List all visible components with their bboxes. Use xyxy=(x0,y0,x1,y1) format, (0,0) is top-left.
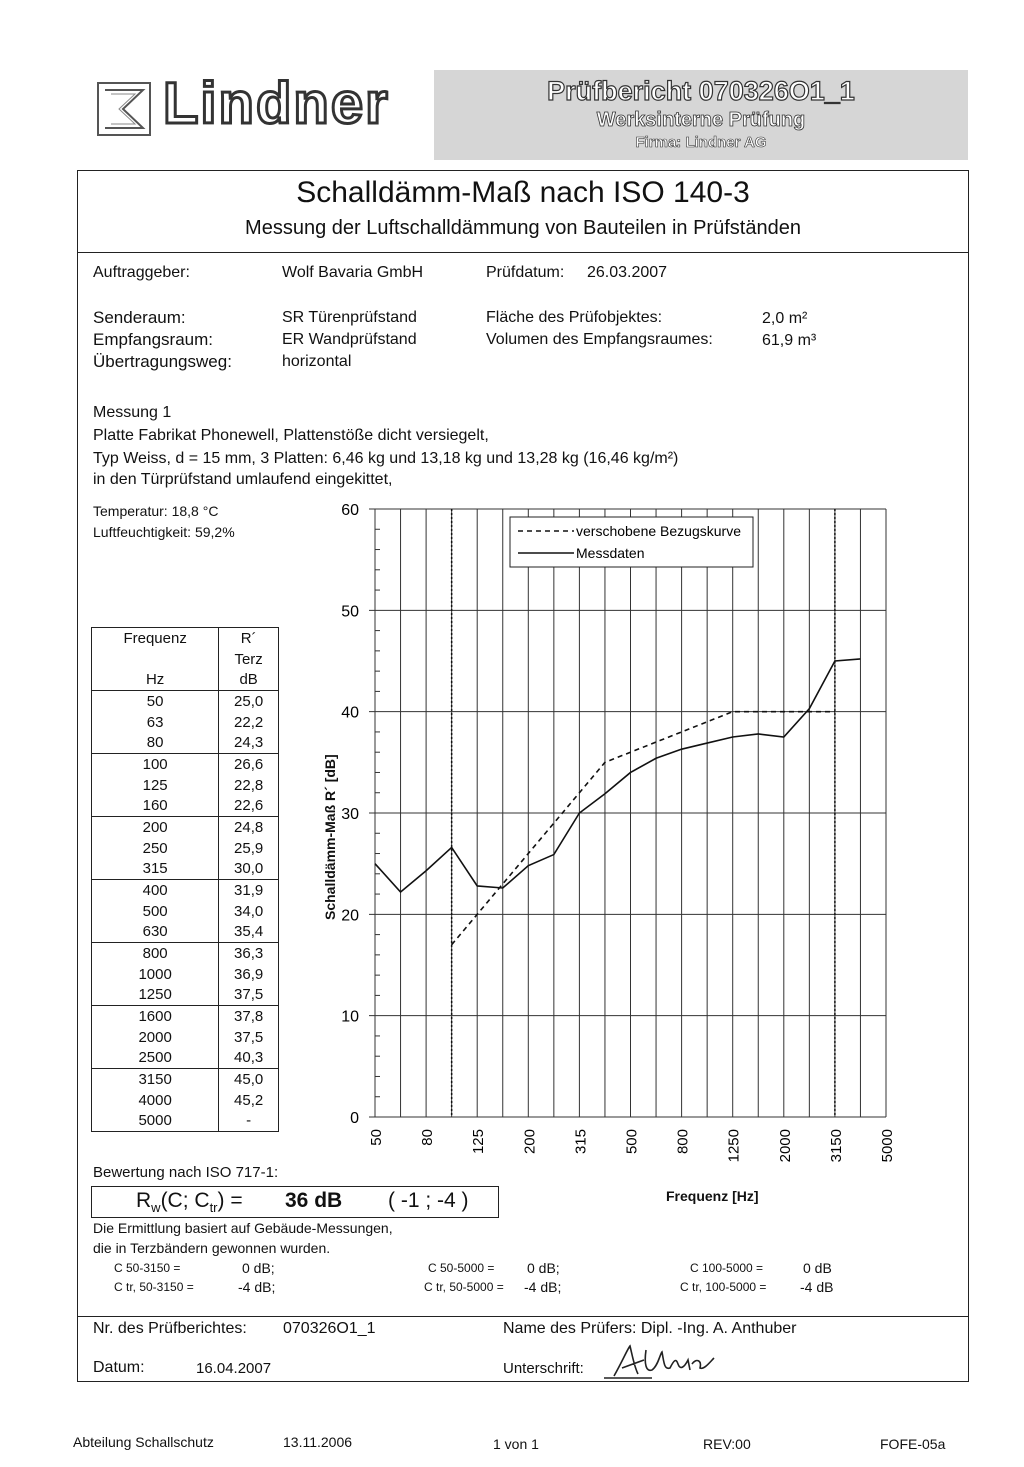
x-tick-label: 80 xyxy=(419,1129,437,1146)
ctr-50-5000-label: C tr, 50-5000 = xyxy=(424,1280,504,1294)
r-value-cell: 36,3 xyxy=(219,943,279,964)
rating-formula: $R_w(C$; $C_{tr}$) = xyxy=(136,1189,243,1216)
ctr-100-5000-label: C tr, 100-5000 = xyxy=(680,1280,767,1294)
r-value-cell: 37,5 xyxy=(219,1027,279,1048)
table-header-hz: Hz xyxy=(92,670,219,691)
auftraggeber-value: Wolf Bavaria GmbH xyxy=(282,264,424,281)
date-label: Datum: xyxy=(93,1359,145,1376)
table-header-db: dB xyxy=(219,670,279,691)
weg-label: Übertragungsweg: xyxy=(93,352,232,371)
report-number: 070326O1_1 xyxy=(283,1320,376,1337)
frequency-cell: 4000 xyxy=(92,1090,219,1111)
examiner-name: Name des Prüfers: Dipl. -Ing. A. Anthuber xyxy=(503,1320,797,1337)
y-tick-label: 30 xyxy=(341,806,359,823)
r-value-cell: 31,9 xyxy=(219,880,279,901)
empfangsraum-label: Empfangsraum: xyxy=(93,330,213,349)
c-50-3150-label: C 50-3150 = xyxy=(114,1261,181,1275)
frequency-cell: 500 xyxy=(92,901,219,922)
x-tick-label: 800 xyxy=(674,1129,692,1155)
rating-value: 36 dB xyxy=(285,1189,343,1212)
measurement-line3: Typ Weiss, d = 15 mm, 3 Platten: 6,46 kg und 13,18 kg und 13,28 kg (16,46 kg/m²) xyxy=(93,450,679,467)
doc-title: Schalldämm-Maß nach ISO 140-3 xyxy=(296,176,750,209)
r-value-cell: 25,9 xyxy=(219,838,279,859)
r-value-cell: 45,0 xyxy=(219,1069,279,1090)
ctr-50-3150-value: -4 dB; xyxy=(238,1279,276,1295)
frequency-cell: 125 xyxy=(92,775,219,796)
frequency-cell: 2000 xyxy=(92,1027,219,1048)
r-value-cell: - xyxy=(219,1111,279,1132)
y-tick-label: 60 xyxy=(341,502,359,519)
report-subtitle: Werksinterne Prüfung xyxy=(596,109,806,131)
c-50-5000-value: 0 dB; xyxy=(527,1260,560,1276)
signature xyxy=(600,1340,730,1384)
luftfeuchtigkeit: Luftfeuchtigkeit: 59,2% xyxy=(93,524,235,540)
x-axis-label: Frequenz [Hz] xyxy=(666,1188,759,1204)
senderaum-value: SR Türenprüfstand xyxy=(282,309,417,326)
r-value-cell: 45,2 xyxy=(219,1090,279,1111)
report-title: Prüfbericht 070326O1_1 xyxy=(547,76,855,106)
measurement-line xyxy=(375,659,860,892)
footer-date: 13.11.2006 xyxy=(283,1434,353,1450)
r-value-cell: 37,5 xyxy=(219,985,279,1006)
r-value-cell: 26,6 xyxy=(219,754,279,775)
temperatur: Temperatur: 18,8 °C xyxy=(93,503,219,519)
y-tick-label: 40 xyxy=(341,704,359,722)
frequency-cell: 80 xyxy=(92,733,219,754)
footer-form: FOFE-05a xyxy=(880,1436,946,1452)
c-50-5000-label: C 50-5000 = xyxy=(428,1261,495,1275)
frequency-cell: 160 xyxy=(92,796,219,817)
y-axis-label: Schalldämm-Maß R´ [dB] xyxy=(322,754,338,920)
date-value: 16.04.2007 xyxy=(196,1360,272,1377)
y-tick-label: 50 xyxy=(341,603,359,621)
frequency-cell: 400 xyxy=(92,880,219,901)
x-tick-label: 50 xyxy=(368,1129,385,1146)
measurement-line2: Platte Fabrikat Phonewell, Plattenstöße dicht versiegelt, xyxy=(93,427,489,444)
r-value-cell: 24,8 xyxy=(219,817,279,838)
x-tick-label: 125 xyxy=(470,1129,488,1155)
footer-department: Abteilung Schallschutz xyxy=(73,1434,214,1450)
c-50-3150-value: 0 dB; xyxy=(242,1260,275,1276)
r-value-cell: 40,3 xyxy=(219,1048,279,1069)
frequency-cell: 63 xyxy=(92,712,219,733)
y-tick-label: 10 xyxy=(341,1008,359,1026)
measurement-line4: in den Türprüfstand umlaufend eingekittet, xyxy=(93,471,393,488)
pruefdatum-value: 26.03.2007 xyxy=(587,264,668,281)
r-value-cell: 36,9 xyxy=(219,964,279,985)
r-value-cell: 25,0 xyxy=(219,691,279,712)
rating-box xyxy=(91,1186,499,1218)
x-tick-label: 200 xyxy=(521,1129,539,1155)
frequency-cell: 3150 xyxy=(92,1069,219,1090)
r-value-cell: 30,0 xyxy=(219,859,279,880)
volumen-value: 61,9 m³ xyxy=(762,332,817,349)
frequency-cell: 1600 xyxy=(92,1006,219,1027)
empfangsraum-value: ER Wandprüfstand xyxy=(282,331,417,348)
report-number-label: Nr. des Prüfberichtes: xyxy=(93,1320,247,1337)
footer-page: 1 von 1 xyxy=(493,1436,539,1452)
x-tick-label: 500 xyxy=(623,1129,641,1155)
r-value-cell: 24,3 xyxy=(219,733,279,754)
rating-terms: ( -1 ; -4 ) xyxy=(388,1189,469,1212)
r-value-cell: 34,0 xyxy=(219,901,279,922)
r-value-cell: 22,2 xyxy=(219,712,279,733)
c-100-5000-label: C 100-5000 = xyxy=(690,1261,764,1275)
flaeche-label: Fläche des Prüfobjektes: xyxy=(486,309,663,326)
x-tick-label: 5000 xyxy=(879,1129,896,1163)
x-tick-label: 1250 xyxy=(725,1129,743,1163)
frequency-cell: 250 xyxy=(92,838,219,859)
table-header-frequenz: Frequenz xyxy=(92,628,219,649)
ctr-100-5000-value: -4 dB xyxy=(800,1279,834,1295)
legend-label: Messdaten xyxy=(576,545,645,561)
frequency-cell: 200 xyxy=(92,817,219,838)
table-header-r: R´ xyxy=(219,628,279,649)
pruefdatum-label: Prüfdatum: xyxy=(486,264,565,281)
signature-label: Unterschrift: xyxy=(503,1360,584,1377)
y-tick-label: 20 xyxy=(341,907,359,925)
frequency-cell: 5000 xyxy=(92,1111,219,1132)
ctr-50-3150-label: C tr, 50-3150 = xyxy=(114,1280,194,1294)
frequency-cell: 630 xyxy=(92,922,219,943)
lindner-logo-text: Lindner xyxy=(163,71,390,136)
r-value-cell: 22,8 xyxy=(219,775,279,796)
table-header-terz: Terz xyxy=(219,649,279,670)
report-company: Firma: Lindner AG xyxy=(635,134,767,151)
r-value-cell: 35,4 xyxy=(219,922,279,943)
frequency-cell: 315 xyxy=(92,859,219,880)
senderaum-label: Senderaum: xyxy=(93,308,186,327)
footer-revision: REV:00 xyxy=(703,1436,751,1452)
frequency-cell: 2500 xyxy=(92,1048,219,1069)
volumen-label: Volumen des Empfangsraumes: xyxy=(486,331,713,348)
c-100-5000-value: 0 dB xyxy=(803,1260,832,1276)
footer-divider xyxy=(77,1316,969,1317)
weg-value: horizontal xyxy=(282,353,352,370)
auftraggeber-label: Auftraggeber: xyxy=(93,264,190,281)
frequency-cell: 1000 xyxy=(92,964,219,985)
measurement-line1: Messung 1 xyxy=(93,404,172,421)
flaeche-value: 2,0 m² xyxy=(762,310,808,327)
rating-note1: Die Ermittlung basiert auf Gebäude-Messungen, xyxy=(93,1220,393,1236)
rating-note2: die in Terzbändern gewonnen wurden. xyxy=(93,1240,331,1256)
rating-heading: Bewertung nach ISO 717-1: xyxy=(93,1164,279,1181)
reference-curve-line xyxy=(452,712,835,945)
frequency-cell: 100 xyxy=(92,754,219,775)
r-value-cell: 37,8 xyxy=(219,1006,279,1027)
frequency-cell: 50 xyxy=(92,691,219,712)
y-tick-label: 0 xyxy=(350,1110,359,1127)
doc-subtitle: Messung der Luftschalldämmung von Bauteilen in Prüfständen xyxy=(245,217,801,239)
frequency-cell: 800 xyxy=(92,943,219,964)
legend-label: verschobene Bezugskurve xyxy=(576,523,741,539)
ctr-50-5000-value: -4 dB; xyxy=(524,1279,562,1295)
r-value-cell: 22,6 xyxy=(219,796,279,817)
x-tick-label: 2000 xyxy=(776,1129,794,1163)
x-tick-label: 3150 xyxy=(827,1129,845,1163)
x-tick-label: 315 xyxy=(572,1129,590,1155)
frequency-cell: 1250 xyxy=(92,985,219,1006)
